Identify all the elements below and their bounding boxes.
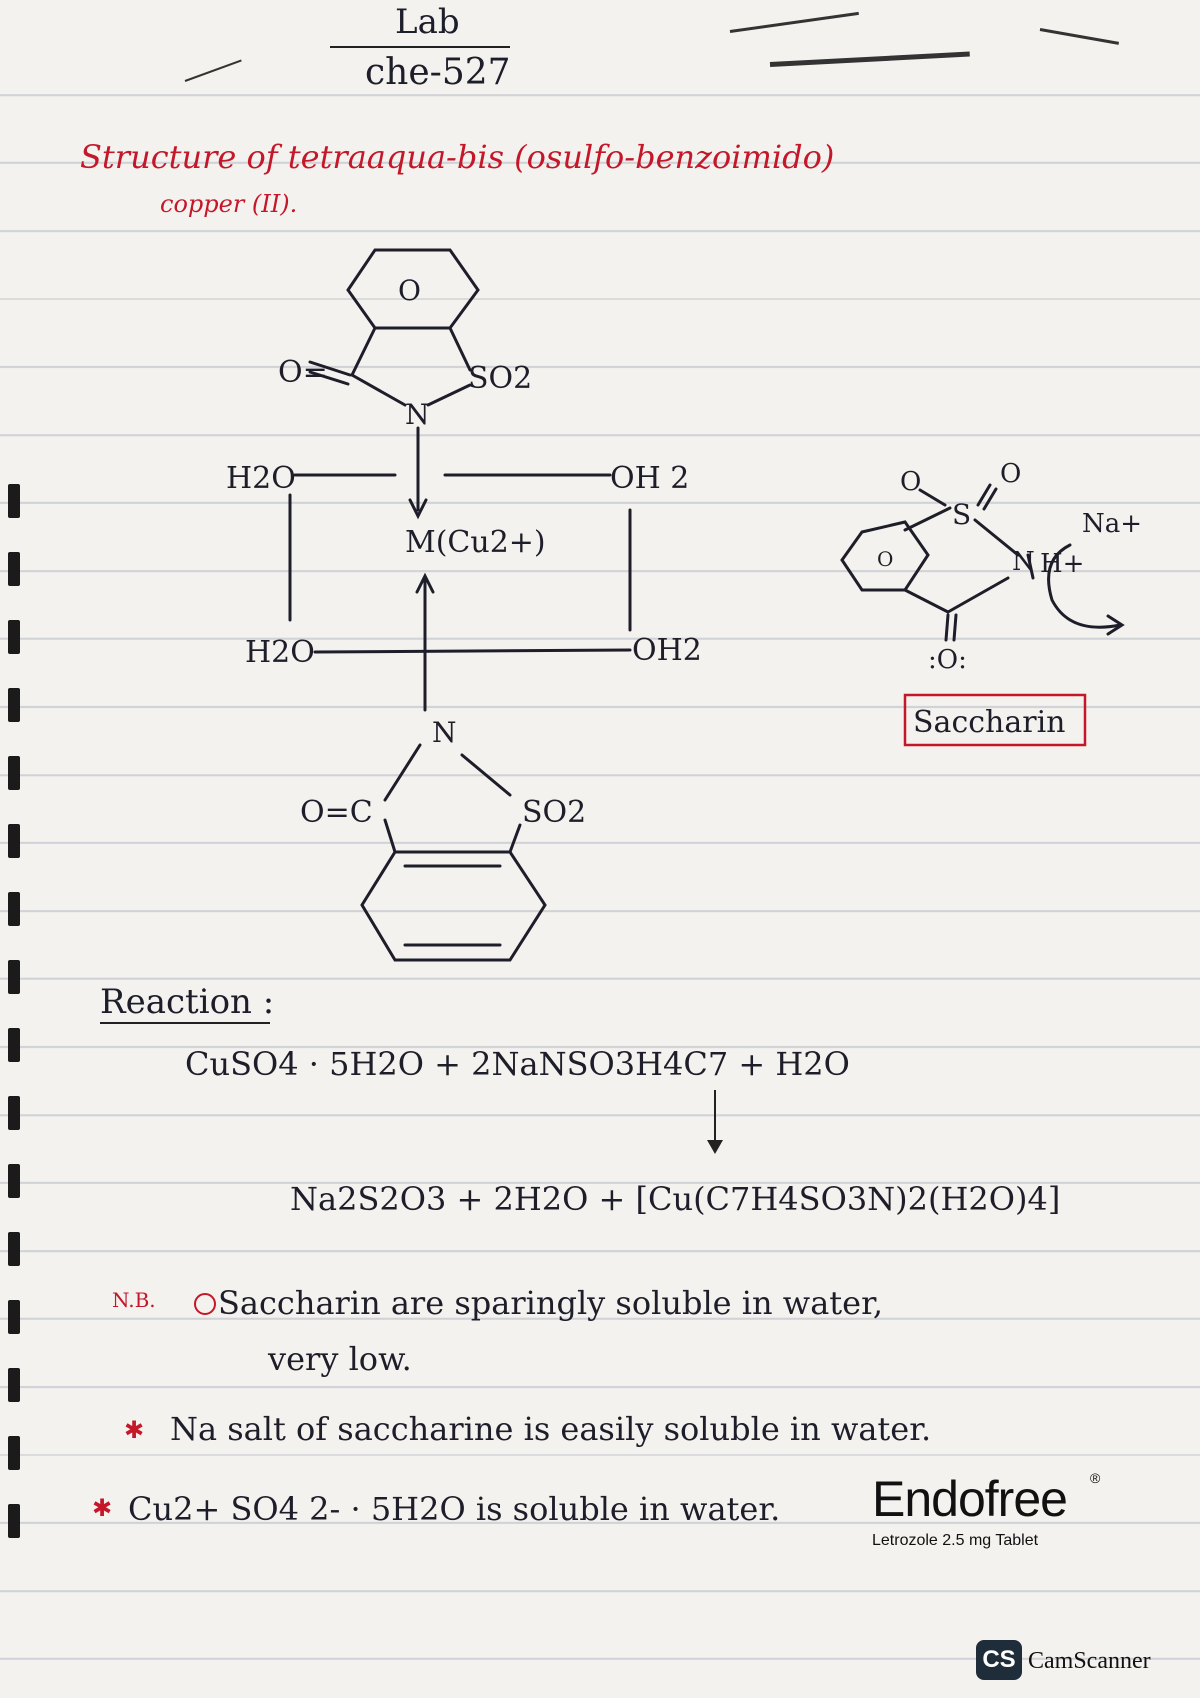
binding-mark [8,1028,20,1062]
question-title: Structure of tetraaqua-bis (osulfo-benzoimido) [80,138,835,176]
saccharin-boxed-label: Saccharin [913,705,1066,740]
camscanner-watermark: CamScanner [1028,1648,1151,1674]
carbonyl-label-top: O= [278,355,328,390]
aqua-label-bottom-left: H2O [245,635,315,670]
binding-mark [8,1232,20,1266]
question-title-cont: copper (II). [160,190,298,218]
bond-line [948,578,1008,612]
binding-mark [8,1300,20,1334]
sodium-ion-label: Na+ [1082,509,1143,539]
bullet-icon [194,1293,216,1315]
bond-line [385,820,395,852]
n-label-top: N [405,398,430,431]
brand-stamp: Endofree [872,1471,1067,1527]
metal-center-label: M(Cu2+) [405,525,546,560]
bond-line [462,755,510,795]
double-bond [946,615,948,640]
bond-line [315,650,630,652]
saccharin-ring-label: O [877,547,894,571]
registered-mark: ® [1090,1470,1101,1486]
course-code: che-527 [365,52,511,93]
aqua-label-top-right: OH 2 [610,461,690,496]
bond-line [905,590,948,612]
note-item: Cu2+ SO4 2- · 5H2O is soluble in water. [128,1490,781,1528]
bond-line [920,490,945,505]
saccharin-oxygen-left: O [900,467,922,497]
saccharin-oxygen-right: O [1000,459,1022,489]
bullet-icon: ✱ [124,1416,145,1444]
saccharin-nitrogen: N [1012,547,1035,577]
bond-line [428,385,470,405]
reaction-underline [100,1022,270,1024]
camscanner-logo-icon: CS [976,1640,1022,1680]
saccharin-sulfur: S [952,498,972,531]
bond-line [385,745,420,800]
binding-mark [8,1368,20,1402]
note-item: very low. [268,1340,412,1378]
brand-subtitle: Letrozole 2.5 mg Tablet [872,1532,1039,1549]
binding-mark [8,1504,20,1538]
bond-line [450,328,470,370]
reaction-reactants: CuSO4 · 5H2O + 2NaNSO3H4C7 + H2O [185,1045,850,1083]
aqua-label-top-left: H2O [226,461,296,496]
note-item: Na salt of saccharine is easily soluble in water. [170,1410,932,1448]
bond-line [510,825,520,852]
reaction-heading: Reaction : [100,982,275,1022]
double-bond [954,615,956,640]
note-item: Saccharin are sparingly soluble in water, [218,1284,884,1322]
bond-line [905,508,950,530]
note-label: N.B. [112,1288,156,1312]
aqua-label-bottom-right: OH2 [632,633,702,668]
carbonyl-label-bottom: O=C [300,795,373,830]
page-title: Lab [395,2,460,42]
binding-mark [8,1436,20,1470]
binding-mark [8,1164,20,1198]
hydrogen-ion-label: H+ [1040,549,1085,579]
binding-mark [8,1096,20,1130]
so2-label-bottom: SO2 [522,795,587,830]
saccharin-oxygen-bottom: :O: [928,645,967,675]
reaction-products: Na2S2O3 + 2H2O + [Cu(C7H4SO3N)2(H2O)4] [290,1180,1061,1218]
n-label-bottom: N [432,716,457,749]
bond-line [352,375,405,405]
bullet-icon: ✱ [92,1494,113,1522]
bond-line [352,328,375,375]
so2-label-top: SO2 [468,361,533,396]
ring-label-top: O [398,274,421,307]
reaction-arrow [714,1090,716,1152]
